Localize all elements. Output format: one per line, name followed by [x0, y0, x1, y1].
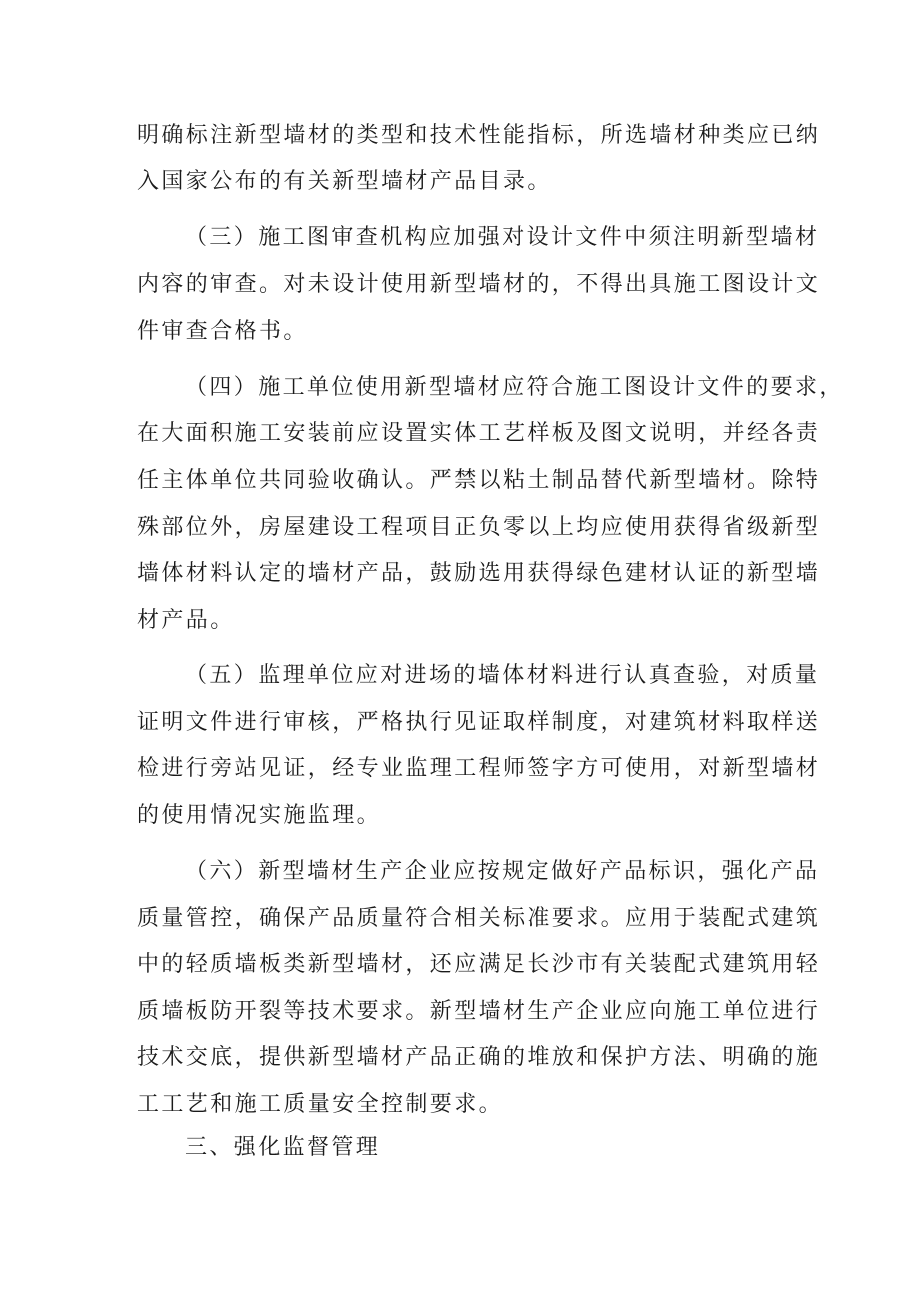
text-line: 工工艺和施工质量安全控制要求。: [137, 1092, 504, 1117]
text-line: 任主体单位共同验收确认。严禁以粘土制品替代新型墙材。除特: [137, 468, 821, 493]
text-line: 的使用情况实施监理。: [137, 803, 382, 828]
text-line: 件审查合格书。: [137, 319, 308, 344]
text-line: （六）新型墙材生产企业应按规定做好产品标识，强化产品: [185, 859, 820, 884]
text-line: 明确标注新型墙材的类型和技术性能指标，所选墙材种类应已纳: [137, 123, 821, 148]
text-line: 入国家公布的有关新型墙材产品目录。: [137, 169, 552, 194]
heading-text: 三、强化监督管理: [185, 1135, 381, 1160]
text-line: 检进行旁站见证，经专业监理工程师签字方可使用，对新型墙材: [137, 756, 821, 781]
text-line: 技术交底，提供新型墙材产品正确的堆放和保护方法、明确的施: [137, 1045, 821, 1070]
text-line: （三）施工图审查机构应加强对设计文件中须注明新型墙材: [185, 225, 820, 250]
text-line: 质量管控，确保产品质量符合相关标准要求。应用于装配式建筑: [137, 906, 821, 931]
text-line: 证明文件进行审核，严格执行见证取样制度，对建筑材料取样送: [137, 710, 821, 735]
text-line: 殊部位外，房屋建设工程项目正负零以上均应使用获得省级新型: [137, 515, 821, 540]
text-line: 墙体材料认定的墙材产品，鼓励选用获得绿色建材认证的新型墙: [137, 561, 821, 586]
text-line: 材产品。: [137, 608, 235, 633]
text-line: （四）施工单位使用新型墙材应符合施工图设计文件的要求，: [185, 375, 844, 400]
text-line: 内容的审查。对未设计使用新型墙材的，不得出具施工图设计文: [137, 272, 821, 297]
text-line: 中的轻质墙板类新型墙材，还应满足长沙市有关装配式建筑用轻: [137, 952, 821, 977]
text-line: 质墙板防开裂等技术要求。新型墙材生产企业应向施工单位进行: [137, 999, 821, 1024]
text-line: （五）监理单位应对进场的墙体材料进行认真查验，对质量: [185, 663, 820, 688]
text-line: 在大面积施工安装前应设置实体工艺样板及图文说明，并经各责: [137, 421, 821, 446]
